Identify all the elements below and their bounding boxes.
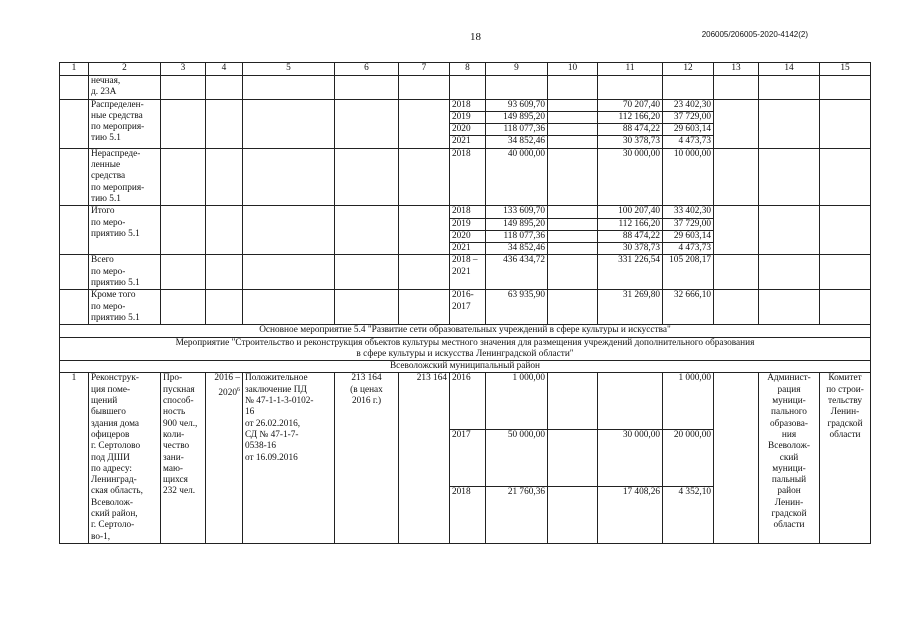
total-amount: 34 852,46 (486, 243, 548, 255)
local-amount: 32 666,10 (663, 290, 714, 325)
year-cell: 2020 (450, 124, 486, 136)
column-header: 11 (598, 63, 663, 76)
empty-cell (161, 148, 206, 205)
year-cell: 2016 (450, 373, 486, 430)
measure-title: Мероприятие "Строительство и реконструкция объектов культуры местного значения для размещения учреждений дополнительного образования в сфере культуры и искусства Ленинградской области" (60, 337, 871, 361)
local-amount: 4 352,10 (663, 487, 714, 544)
empty-cell (161, 255, 206, 290)
column-header: 6 (335, 63, 399, 76)
local-amount: 1 000,00 (663, 373, 714, 430)
table-row (60, 76, 871, 100)
project-capacity: Про- пускная способ- ность 900 чел., коли- чество зани- маю- щихся 232 чел. (161, 373, 206, 543)
total-amount: 118 077,36 (486, 124, 548, 136)
federal-amount (548, 290, 598, 325)
empty-cell (759, 148, 820, 205)
federal-amount (548, 136, 598, 148)
empty-cell (759, 76, 820, 100)
regional-amount: 17 408,26 (598, 487, 663, 544)
row-name: нечная, д. 23А (89, 76, 161, 100)
section-title: Основное мероприятие 5.4 "Развитие сети образовательных учреждений в сфере культуры и искусства" (60, 325, 871, 337)
table-row (60, 206, 871, 218)
empty-cell (335, 206, 399, 255)
regional-amount: 88 474,22 (598, 124, 663, 136)
empty-cell (486, 76, 548, 100)
local-amount: 37 729,00 (663, 218, 714, 230)
local-amount: 33 402,30 (663, 206, 714, 218)
column-header: 15 (820, 63, 871, 76)
total-amount: 21 760,36 (486, 487, 548, 544)
empty-cell (820, 206, 871, 255)
regional-amount (598, 373, 663, 430)
column-header: 8 (450, 63, 486, 76)
empty-cell (243, 148, 335, 205)
empty-cell (206, 99, 243, 148)
empty-cell (206, 290, 243, 325)
federal-amount (548, 111, 598, 123)
section-row (60, 337, 871, 361)
empty-cell (820, 148, 871, 205)
federal-amount (548, 218, 598, 230)
local-amount: 37 729,00 (663, 111, 714, 123)
empty-cell (663, 76, 714, 100)
column-header: 13 (714, 63, 759, 76)
year-cell: 2021 (450, 136, 486, 148)
total-amount: 63 935,90 (486, 290, 548, 325)
empty-cell (714, 206, 759, 255)
total-amount: 93 609,70 (486, 99, 548, 111)
year-cell: 2018 (450, 206, 486, 218)
empty-cell (335, 290, 399, 325)
year-cell: 2020 (450, 230, 486, 242)
federal-amount (548, 99, 598, 111)
project-number: 1 (60, 373, 89, 543)
empty-cell (335, 255, 399, 290)
column-header: 9 (486, 63, 548, 76)
empty-cell (335, 148, 399, 205)
empty-cell (714, 290, 759, 325)
empty-cell (820, 255, 871, 290)
federal-amount (548, 206, 598, 218)
empty-cell (759, 290, 820, 325)
total-amount: 149 895,20 (486, 218, 548, 230)
federal-amount (548, 255, 598, 290)
row-name: Всего по меро- приятию 5.1 (89, 255, 161, 290)
document-code: 206005/206005-2020-4142(2) (701, 30, 808, 39)
regional-amount: 30 378,73 (598, 136, 663, 148)
empty-cell (399, 290, 450, 325)
total-amount: 40 000,00 (486, 148, 548, 205)
local-amount: 29 603,14 (663, 230, 714, 242)
federal-amount (548, 148, 598, 205)
empty-cell (399, 99, 450, 148)
district-title: Всеволожский муниципальный район (60, 361, 871, 373)
empty-cell (714, 255, 759, 290)
regional-amount: 30 378,73 (598, 243, 663, 255)
empty-cell (598, 76, 663, 100)
empty-cell (820, 76, 871, 100)
project-period: 2016 – 2020$^6$ (206, 373, 243, 543)
empty-cell (161, 99, 206, 148)
local-amount: 105 208,17 (663, 255, 714, 290)
header-row (60, 63, 871, 76)
empty-cell (759, 99, 820, 148)
empty-cell (60, 76, 89, 100)
empty-cell (60, 290, 89, 325)
page-number: 18 (470, 31, 481, 43)
column-header: 2 (89, 63, 161, 76)
local-amount: 29 603,14 (663, 124, 714, 136)
empty-cell (759, 255, 820, 290)
total-amount: 50 000,00 (486, 430, 548, 487)
total-amount: 133 609,70 (486, 206, 548, 218)
regional-amount: 70 207,40 (598, 99, 663, 111)
year-cell: 2018 (450, 99, 486, 111)
project-row (60, 373, 871, 430)
empty-cell (60, 255, 89, 290)
row-name: Кроме того по меро- приятию 5.1 (89, 290, 161, 325)
total-amount: 436 434,72 (486, 255, 548, 290)
empty-cell (399, 148, 450, 205)
column-header: 10 (548, 63, 598, 76)
row-name: Итого по меро- приятию 5.1 (89, 206, 161, 255)
empty-cell (548, 76, 598, 100)
empty-cell (450, 76, 486, 100)
year-cell: 2019 (450, 111, 486, 123)
empty-cell (243, 290, 335, 325)
empty-cell (161, 206, 206, 255)
local-amount: 10 000,00 (663, 148, 714, 205)
regional-amount: 30 000,00 (598, 430, 663, 487)
empty-cell (335, 76, 399, 100)
project-client: Комитет по строи- тельству Ленин- градской области (820, 373, 871, 543)
column-header: 3 (161, 63, 206, 76)
empty-cell (161, 76, 206, 100)
column-header: 1 (60, 63, 89, 76)
column-header: 14 (759, 63, 820, 76)
empty-cell (243, 255, 335, 290)
empty-cell (206, 255, 243, 290)
empty-cell (60, 148, 89, 205)
empty-cell (206, 76, 243, 100)
total-amount: 1 000,00 (486, 373, 548, 430)
year-cell: 2018 – 2021 (450, 255, 486, 290)
footnote-mark: 6 (237, 386, 240, 393)
table-row (60, 148, 871, 205)
empty-cell (399, 76, 450, 100)
year-cell: 2017 (450, 430, 486, 487)
empty-cell (335, 99, 399, 148)
empty-cell (714, 76, 759, 100)
empty-cell (243, 76, 335, 100)
federal-amount (548, 124, 598, 136)
total-amount: 34 852,46 (486, 136, 548, 148)
project-cost-remaining: 213 164 (399, 373, 450, 543)
empty-cell (206, 148, 243, 205)
regional-amount: 31 269,80 (598, 290, 663, 325)
column-header: 5 (243, 63, 335, 76)
total-amount: 149 895,20 (486, 111, 548, 123)
column-header: 7 (399, 63, 450, 76)
section-row (60, 361, 871, 373)
federal-amount (548, 230, 598, 242)
regional-amount: 100 207,40 (598, 206, 663, 218)
section-row (60, 325, 871, 337)
budget-table (59, 62, 871, 544)
local-amount: 4 473,73 (663, 136, 714, 148)
year-cell: 2018 (450, 487, 486, 544)
project-name: Реконструк- ция поме- щений бывшего здания дома офицеров г. Сертолово под ДШИ по адресу: Ленинград- ская область, Всеволож- ский район, г. Сертоло- во-1, (89, 373, 161, 543)
table-row (60, 290, 871, 325)
empty-cell (759, 206, 820, 255)
empty-cell (243, 99, 335, 148)
column-header: 12 (663, 63, 714, 76)
empty-cell (714, 99, 759, 148)
regional-amount: 331 226,54 (598, 255, 663, 290)
regional-amount: 112 166,20 (598, 218, 663, 230)
table-row (60, 255, 871, 290)
empty-cell (60, 206, 89, 255)
local-amount: 4 473,73 (663, 243, 714, 255)
regional-amount: 112 166,20 (598, 111, 663, 123)
total-amount: 118 077,36 (486, 230, 548, 242)
year-cell: 2019 (450, 218, 486, 230)
empty-cell (60, 99, 89, 148)
project-executor: Админист- рация муници- пального образова- ния Всеволож- ский муници- пальный район Ленин- градской области (759, 373, 820, 543)
table-row (60, 99, 871, 111)
empty-cell (714, 373, 759, 543)
row-name: Нераспреде- ленные средства по мероприя- тию 5.1 (89, 148, 161, 205)
local-amount: 20 000,00 (663, 430, 714, 487)
empty-cell (161, 290, 206, 325)
empty-cell (399, 206, 450, 255)
row-name: Распределен- ные средства по мероприя- тию 5.1 (89, 99, 161, 148)
regional-amount: 30 000,00 (598, 148, 663, 205)
empty-cell (399, 255, 450, 290)
local-amount: 23 402,30 (663, 99, 714, 111)
empty-cell (820, 290, 871, 325)
column-header: 4 (206, 63, 243, 76)
federal-amount (548, 373, 598, 430)
project-conclusion: Положительное заключение ПД № 47-1-1-3-0102- 16 от 26.02.2016, СД № 47-1-7- 0538-16 от 16.09.2016 (243, 373, 335, 543)
empty-cell (714, 148, 759, 205)
year-cell: 2018 (450, 148, 486, 205)
year-cell: 2021 (450, 243, 486, 255)
empty-cell (243, 206, 335, 255)
year-cell: 2016- 2017 (450, 290, 486, 325)
project-cost: 213 164 (в ценах 2016 г.) (335, 373, 399, 543)
regional-amount: 88 474,22 (598, 230, 663, 242)
federal-amount (548, 430, 598, 487)
empty-cell (206, 206, 243, 255)
federal-amount (548, 243, 598, 255)
empty-cell (820, 99, 871, 148)
federal-amount (548, 487, 598, 544)
